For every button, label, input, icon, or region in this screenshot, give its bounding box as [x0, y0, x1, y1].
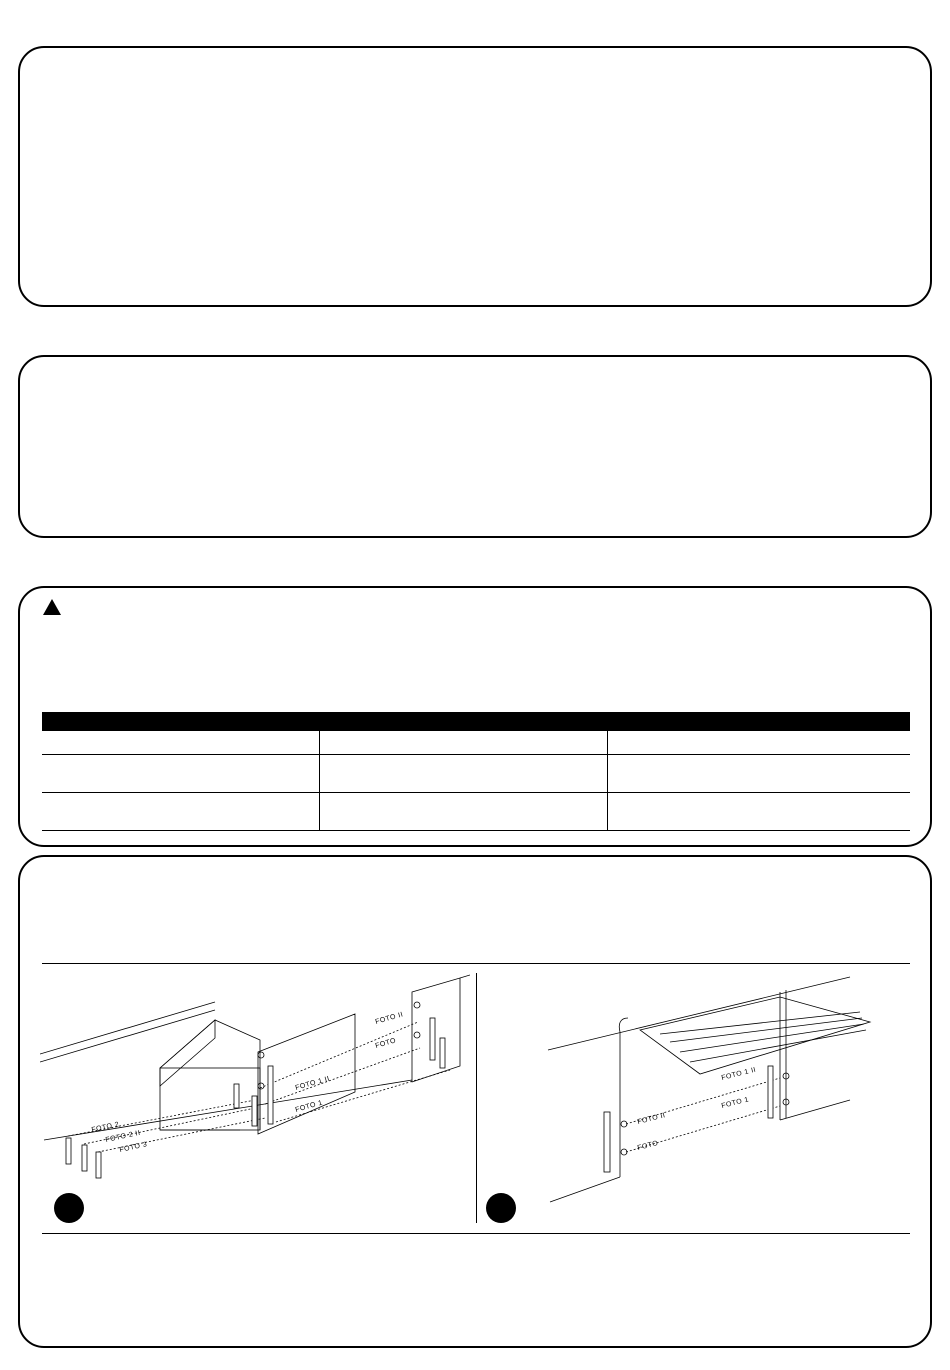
label-fotoii: FOTO II [374, 1011, 405, 1026]
table-cell [42, 755, 319, 793]
data-table [42, 712, 910, 831]
panel-figures [18, 855, 932, 1348]
label-foto1: FOTO 1 [294, 1099, 324, 1114]
table-cell [607, 755, 910, 793]
figure-left-badge [54, 1193, 84, 1223]
table-cell [42, 731, 319, 755]
warning-icon [42, 598, 62, 616]
table-cell [607, 731, 910, 755]
table-header-cell [319, 712, 607, 731]
figure-right [490, 972, 910, 1227]
label-foto2ii: FOTO 2 II [104, 1129, 142, 1144]
table-cell [319, 793, 607, 831]
right-label-foto: FOTO [636, 1139, 660, 1152]
figure-right-badge [486, 1193, 516, 1223]
table-row [42, 755, 910, 793]
figure-top-rule [42, 963, 910, 964]
right-label-foto1ii: FOTO 1 II [720, 1066, 757, 1082]
table-header-cell [607, 712, 910, 731]
right-label-fotoii: FOTO II [636, 1112, 667, 1126]
table-row [42, 731, 910, 755]
table-cell [319, 755, 607, 793]
label-foto1ii: FOTO 1 II [294, 1075, 331, 1092]
table-cell [319, 731, 607, 755]
figure-left [40, 972, 470, 1227]
figure-bottom-rule [42, 1233, 910, 1234]
table-header [42, 712, 910, 731]
label-foto: FOTO [374, 1037, 398, 1050]
right-label-foto1: FOTO 1 [720, 1096, 750, 1110]
panel-warning-table [18, 586, 932, 847]
table-row [42, 793, 910, 831]
label-foto3: FOTO 3 [118, 1141, 148, 1154]
table-header-cell [42, 712, 319, 731]
figure-divider [476, 973, 477, 1223]
panel-1 [18, 46, 932, 307]
sliding-gate-drawing [40, 972, 470, 1222]
table-cell [607, 793, 910, 831]
panel-2 [18, 355, 932, 538]
table-cell [42, 793, 319, 831]
door-drawing [490, 972, 910, 1222]
label-foto2: FOTO 2 [90, 1121, 120, 1134]
